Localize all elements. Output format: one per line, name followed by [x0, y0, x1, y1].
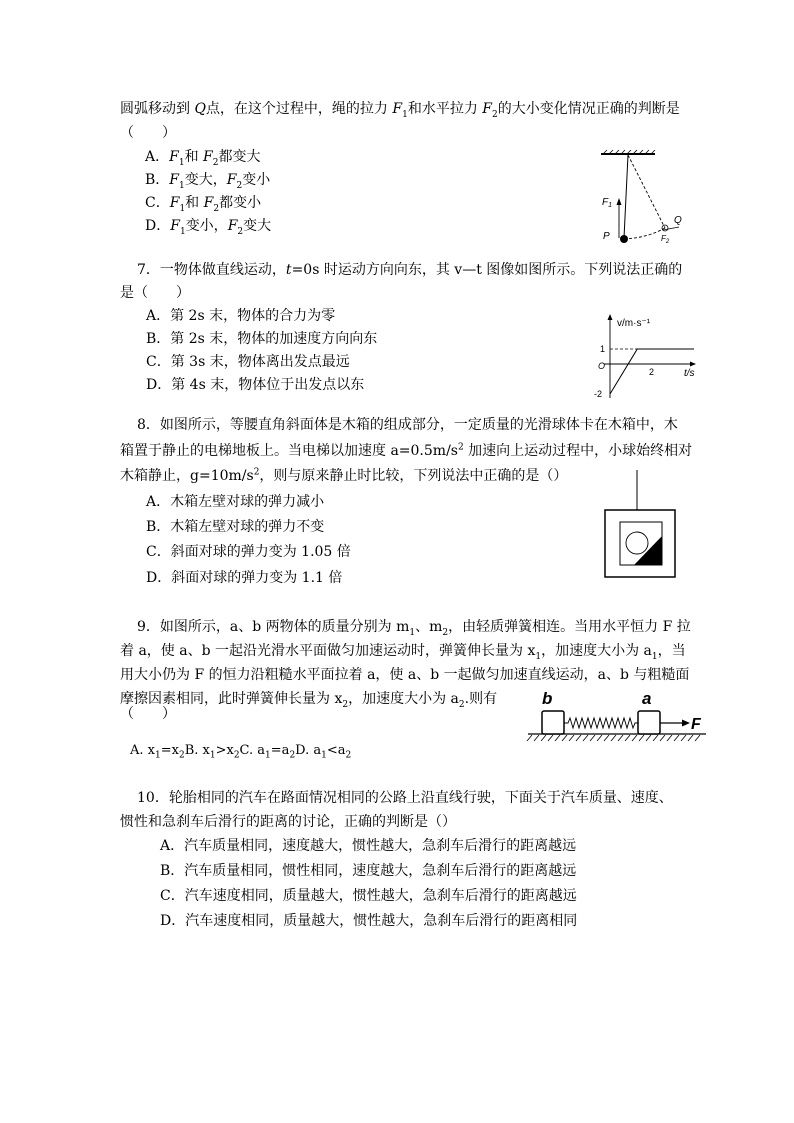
- label-f1: $F_1$: [602, 197, 613, 209]
- elevator-box-figure: [600, 470, 680, 580]
- origin-label: O: [598, 361, 606, 371]
- q8-option-d: D．斜面对球的弹力变为 1.1 倍: [146, 570, 343, 586]
- vt-chart: [590, 312, 700, 400]
- rope-dashed-line: [628, 155, 665, 228]
- ground-hatch-line: [688, 735, 693, 741]
- label-b: b: [542, 689, 553, 708]
- spring-blocks-figure: [528, 684, 708, 744]
- ground-hatch-line: [618, 735, 623, 741]
- q7-option-a: A．第 2s 末，物体的合力为零: [146, 308, 336, 324]
- q6-option-d: D．$F_1$变小，$F_2$变大: [145, 218, 272, 237]
- ground-hatch-line: [604, 735, 609, 741]
- ground-hatch-line: [632, 735, 637, 741]
- ground-hatch-line: [555, 735, 560, 741]
- q6-option-b: B．$F_1$变大，$F_2$变小: [145, 172, 271, 191]
- x-tick-2: 2: [649, 367, 655, 377]
- y-tick-neg2: -2: [594, 389, 603, 399]
- q10-line1: 10．轮胎相同的汽车在路面情况相同的公路上沿直线行驶，下面关于汽车质量、速度、: [137, 790, 673, 806]
- label-p: P: [603, 231, 610, 242]
- ground-hatch-line: [590, 735, 595, 741]
- ground-hatch-line: [625, 735, 630, 741]
- q9-line2: 着 a，使 a、b 一起沿光滑水平面做匀加速运动时，弹簧伸长量为 $x_1$，加速度大小为 $a_1$，当: [120, 643, 686, 662]
- q7-stem-line1: 7．一物体做直线运动，t=0s 时运动方向向东，其 v—t 图像如图所示。下列说法正确的: [137, 262, 683, 278]
- ground-hatch-line: [611, 735, 616, 741]
- q8-option-b: B．木箱左壁对球的弹力不变: [146, 519, 325, 535]
- block-b: [542, 711, 564, 734]
- q9-line3: 用大小仍为 F 的恒力沿粗糙水平面拉着 a，使 a、b 一起做匀加速直线运动，a、b 与粗糙面: [120, 667, 690, 683]
- ground-hatch-line: [576, 735, 581, 741]
- y-tick-1: 1: [600, 344, 606, 354]
- q6-option-c: C．$F_1$和 $F_2$都变小: [145, 195, 262, 214]
- ball: [626, 532, 648, 554]
- ground-hatch-line: [695, 735, 700, 741]
- q8-line2: 箱置于静止的电梯地板上。当电梯以加速度 $a=0.5m/s^2$ 加速向上运动过程中，小球始终相对: [120, 442, 693, 459]
- q6-blank: （ ）: [120, 125, 176, 141]
- y-axis-label: v/m·s⁻¹: [617, 318, 651, 329]
- label-f: F: [691, 716, 701, 733]
- q8-line3: 木箱静止，$g=10m/s^2$，则与原来静止时比较，下列说法中正确的是（）: [120, 467, 568, 484]
- q7-option-b: B．第 2s 末，物体的加速度方向向东: [146, 331, 378, 347]
- q7-option-d: D．第 4s 末，物体位于出发点以东: [146, 377, 365, 393]
- q7-option-c: C．第 3s 末，物体离出发点最远: [146, 354, 350, 370]
- pendulum-figure: [595, 150, 690, 250]
- ground-hatch-line: [562, 735, 567, 741]
- ground-hatch-line: [527, 735, 532, 741]
- rope-line: [624, 155, 628, 238]
- q8-line1: 8．如图所示，等腰直角斜面体是木箱的组成部分，一定质量的光滑球体卡在木箱中，木: [137, 417, 678, 433]
- y-axis-arrowhead: [608, 314, 613, 320]
- spring: [564, 718, 638, 728]
- label-a: a: [642, 689, 652, 708]
- f1-arrowhead: [617, 198, 622, 205]
- label-q: Q: [674, 215, 682, 226]
- q8-option-a: A．木箱左壁对球的弹力减小: [146, 494, 325, 510]
- ball-p: [620, 235, 628, 243]
- x-axis-label: t/s: [684, 368, 695, 379]
- q10-option-b: B．汽车质量相同，惯性相同，速度越大，急刹车后滑行的距离越远: [160, 863, 577, 879]
- ground-hatch: [527, 735, 700, 741]
- q10-line2: 惯性和急刹车后滑行的距离的讨论，正确的判断是（）: [120, 814, 456, 830]
- q8-option-c: C．斜面对球的弹力变为 1.05 倍: [146, 544, 351, 560]
- ground-hatch-line: [583, 735, 588, 741]
- ground-hatch-line: [653, 735, 658, 741]
- q9-blank: （ ）: [120, 706, 176, 722]
- ground-hatch-line: [646, 735, 651, 741]
- q9-line4: 摩擦因素相同，此时弹簧伸长量为 $x_2$，加速度大小为 $a_2$.则有: [120, 691, 498, 710]
- x-axis-arrowhead: [690, 362, 696, 367]
- ground-hatch-line: [541, 735, 546, 741]
- arc-path: [624, 228, 665, 239]
- q10-option-d: D．汽车速度相同，质量越大，惯性越大，急刹车后滑行的距离相同: [160, 913, 578, 929]
- ground-hatch-line: [667, 735, 672, 741]
- f2-arrow: [663, 227, 679, 230]
- q10-option-c: C．汽车速度相同，质量越大，惯性越大，急刹车后滑行的距离越远: [160, 888, 577, 904]
- q9-answers: A. $x_1=x_2B$. $x_1>x_2C$. $a_1=a_2D$. $a_1<a_2$: [130, 743, 352, 761]
- ground-hatch-line: [548, 735, 553, 741]
- ground-hatch-line: [597, 735, 602, 741]
- ground-hatch-line: [569, 735, 574, 741]
- force-arrowhead: [682, 720, 690, 727]
- ground-hatch-line: [639, 735, 644, 741]
- ground-hatch-line: [534, 735, 539, 741]
- q7-stem-line2: 是（ ）: [120, 285, 190, 301]
- ground-hatch-line: [674, 735, 679, 741]
- ground-hatch-line: [660, 735, 665, 741]
- block-a: [638, 711, 660, 734]
- q10-option-a: A．汽车质量相同，速度越大，惯性越大，急刹车后滑行的距离越远: [160, 838, 577, 854]
- q6-stem-line1: 圆弧移动到 Q点，在这个过程中，绳的拉力 $F_1$和水平拉力 $F_2$的大小变化情况正确的判断是: [120, 101, 680, 120]
- q9-line1: 9．如图所示，a、b 两物体的质量分别为 $m_1$、$m_2$，由轻质弹簧相连。当用水平恒力 F 拉: [137, 619, 691, 638]
- label-f2: $F_2$: [661, 234, 670, 245]
- ground-hatch-line: [681, 735, 686, 741]
- q6-option-a: A．$F_1$和 $F_2$都变大: [145, 149, 261, 168]
